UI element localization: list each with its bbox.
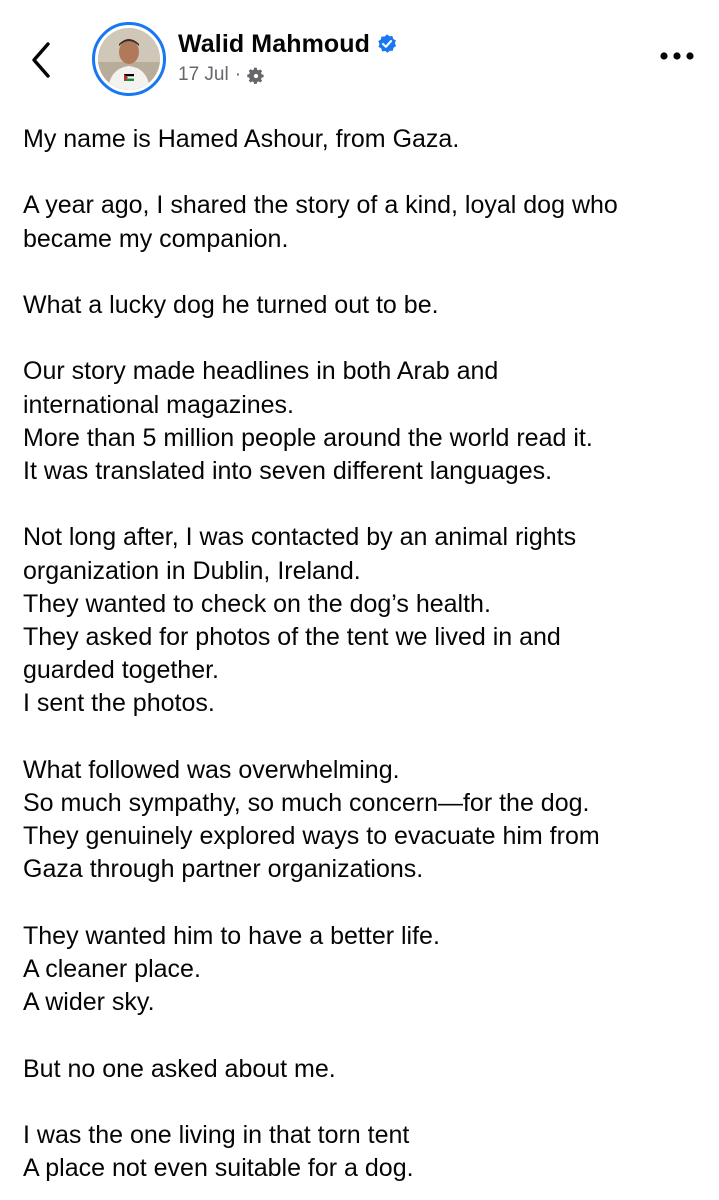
post-text-line: international magazines.: [23, 390, 294, 419]
post-text-line: I was the one living in that torn tent: [23, 1120, 410, 1149]
post-text-line: A year ago, I shared the story of a kind, loyal dog who: [23, 191, 618, 220]
post-text-line: became my companion.: [23, 224, 289, 253]
more-horizontal-icon: [657, 46, 697, 66]
post-text-line: I sent the photos.: [23, 689, 215, 718]
post-header: [0, 0, 719, 110]
post-text-line: But no one asked about me.: [23, 1054, 336, 1083]
post-text-line: Gaza through partner organizations.: [23, 855, 424, 884]
post-text-line: It was translated into seven different languages.: [23, 456, 553, 485]
meta-separator: ·: [234, 64, 242, 85]
avatar-portrait-icon: [98, 28, 160, 90]
post-text-line: They wanted him to have a better life.: [23, 921, 440, 950]
author-row: [178, 28, 398, 60]
more-options-button[interactable]: [657, 46, 697, 66]
post-text-line: Not long after, I was contacted by an animal rights: [23, 523, 577, 552]
post-text-line: What followed was overwhelming.: [23, 755, 400, 784]
post-text-line: What a lucky dog he turned out to be.: [23, 290, 439, 319]
post-text-line: More than 5 million people around the world read it.: [23, 423, 593, 452]
author-avatar[interactable]: [92, 22, 166, 96]
post-paragraph: [23, 355, 703, 488]
avatar-photo: [98, 28, 160, 90]
verified-badge-icon: [376, 33, 398, 55]
post-paragraph: [23, 289, 703, 322]
post-date[interactable]: 17 Jul: [178, 64, 229, 85]
post-text-line: organization in Dublin, Ireland.: [23, 556, 361, 585]
post-paragraph: [23, 754, 703, 887]
post-paragraph: [23, 123, 703, 156]
post-paragraph: [23, 1053, 703, 1086]
post-paragraph: [23, 920, 703, 1020]
post-paragraph: [23, 1119, 703, 1185]
post-text-line: A wider sky.: [23, 988, 155, 1017]
post-text-line: So much sympathy, so much concern—for the dog.: [23, 788, 590, 817]
post-text-line: They asked for photos of the tent we lived in and: [23, 622, 561, 651]
post-text-line: A place not even suitable for a dog.: [23, 1154, 414, 1183]
post-text: [23, 123, 703, 1185]
post-meta: [178, 64, 266, 86]
post-paragraph: [23, 521, 703, 720]
post-text-line: They genuinely explored ways to evacuate him from: [23, 822, 600, 851]
author-name[interactable]: Walid Mahmoud: [178, 29, 371, 58]
chevron-left-icon: [22, 36, 62, 84]
post-paragraph: [23, 189, 703, 255]
gear-icon: [246, 66, 266, 86]
post-text-line: My name is Hamed Ashour, from Gaza.: [23, 125, 460, 153]
post-text-line: Our story made headlines in both Arab and: [23, 357, 499, 386]
post-text-line: They wanted to check on the dog’s health.: [23, 589, 491, 618]
post-text-line: guarded together.: [23, 656, 219, 685]
back-button[interactable]: [22, 36, 62, 84]
post-text-line: A cleaner place.: [23, 954, 201, 983]
